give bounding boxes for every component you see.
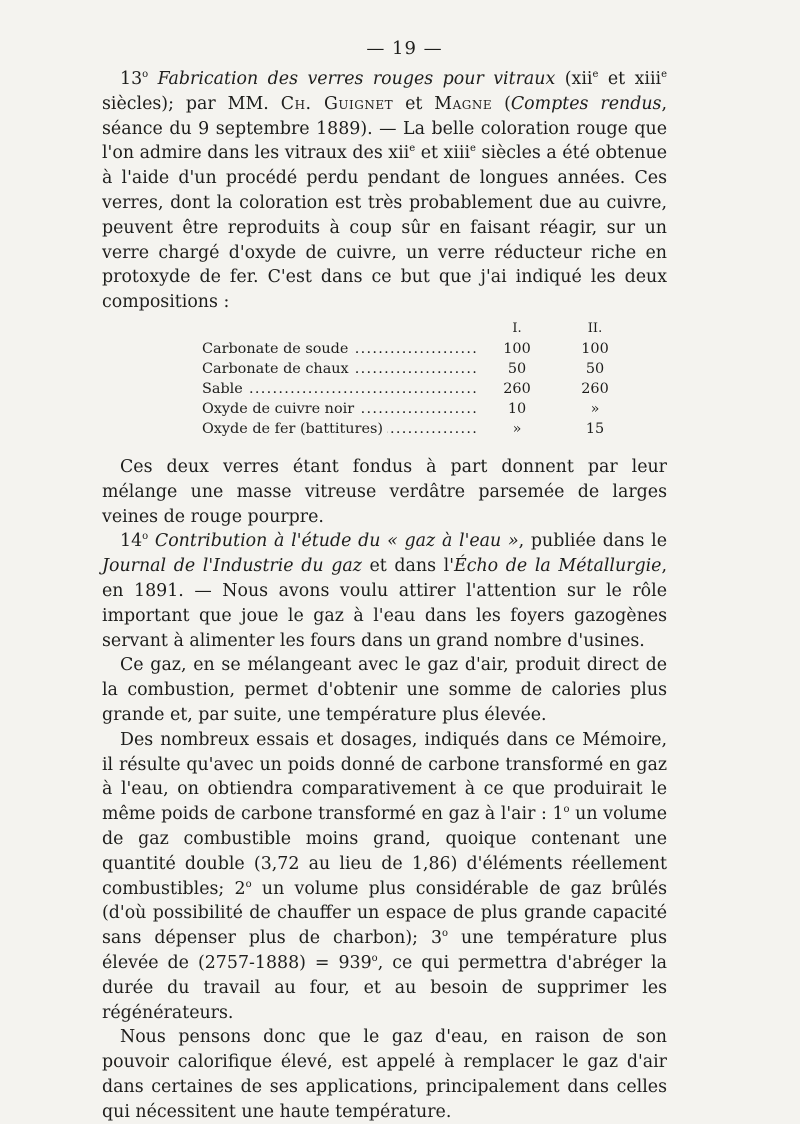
composition-table xyxy=(202,319,634,439)
row-value-2: 15 xyxy=(585,420,605,437)
after-table-paragraph: Ces deux verres étant fondus à part donnent par leur mélange une masse vitreuse verdâtre parsemée de larges veines de rouge pourpre. xyxy=(102,456,667,527)
section-14-title: Contribution à l'étude du « gaz à l'eau » xyxy=(154,531,519,552)
table-header-row xyxy=(202,319,634,339)
and-in-text: et dans l' xyxy=(361,556,455,577)
essais-part-2: un volume de gaz combustible moins grand, quoique contenant une quantité double (3,72 au lieu de 1,86) d'éléments réellement combustibles; 2 xyxy=(102,804,667,899)
row-label: Sable xyxy=(202,381,247,397)
section-14-degree: o xyxy=(142,531,149,543)
essais-part-5: , ce qui permettra d'abréger la durée du travail au four, et au besoin de supprimer les régénérateurs. xyxy=(102,952,667,1023)
section-13-degree: o xyxy=(142,69,149,81)
row-value-1: 100 xyxy=(503,340,531,357)
table-row xyxy=(202,399,634,419)
century-close: siècles); xyxy=(102,93,174,114)
gaz-paragraph: Ce gaz, en se mélangeant avec le gaz d'air, produit direct de la combustion, permet d'obtenir une somme de calories plus grande et, par suite, une température plus élevée. xyxy=(102,655,667,725)
composition-table-wrap xyxy=(102,319,667,439)
column-header-1: I. xyxy=(512,320,522,336)
row-value-2: » xyxy=(590,400,600,417)
source-comptes-rendus: Comptes rendus xyxy=(510,93,662,114)
century-mid: et xiii xyxy=(598,69,662,89)
essais-degree-3: o xyxy=(442,928,449,940)
section-13-number: 13 xyxy=(120,69,143,89)
section-13-paragraph: 13$^o$ Fabrication des verres rouges pour vitraux (xii$^e$ et xiii$^e$ siècles); par MM. Ch. Guignet et Magne (Comptes rendus, séance du 9 septembre 1889). — La belle coloration rouge que l'on admire dans les vitraux des xii$^e$ et xiii$^e$ siècles a été obtenue à l'aide d'un procédé perdu pendant de longues années. Ces verres, dont la coloration est très probablement due au cuivre, peuvent être reproduits à coup sûr en faisant réagir, sur un verre chargé d'oxyde de cuivre, un verre réducteur riche en protoxyde de fer. C'est dans ce but que j'ai indiqué les deux compositions : xyxy=(102,69,668,313)
section-14-paragraph xyxy=(102,529,667,653)
row-label: Carbonate de chaux xyxy=(202,361,353,377)
page xyxy=(102,38,667,1124)
essais-degree-1: o xyxy=(563,804,570,816)
essais-part-3: un volume plus considérable de gaz brûlés (d'où possibilité de chauffer un espace de plus grande capacité sans dépenser plus de charbon); 3 xyxy=(102,878,667,949)
conclusion-paragraph: Nous pensons donc que le gaz d'eau, en raison de son pouvoir calorifique élevé, est appelé à remplacer le gaz d'air dans certaines de ses applications, principalement dans celles qui nécessitent une haute température. xyxy=(102,1027,667,1122)
essais-paragraph xyxy=(102,728,667,1026)
section-14-body: , en 1891. — Nous avons voulu attirer l'attention sur le rôle important que joue le gaz à l'eau dans les foyers gazogènes servant à alimenter les fours dans un grand nombre d'usines. xyxy=(102,556,667,651)
century-sup-2: e xyxy=(661,69,667,81)
essais-degree-2: o xyxy=(245,878,252,890)
row-value-1: 10 xyxy=(507,400,527,417)
par-text: par MM. xyxy=(185,93,269,114)
table-row xyxy=(202,379,634,399)
row-value-2: 260 xyxy=(581,380,609,397)
page-number: — 19 — xyxy=(366,38,443,59)
section-14-number: 14 xyxy=(120,531,143,552)
section-13-title: Fabrication des verres rouges pour vitraux xyxy=(157,69,556,89)
table-row xyxy=(202,359,634,379)
row-label: Carbonate de soude xyxy=(202,341,352,357)
row-label: Oxyde de cuivre noir xyxy=(202,401,358,417)
mid-1: et xiii xyxy=(415,143,471,164)
author-magne: Magne xyxy=(434,93,493,114)
sup-e-1: e xyxy=(409,143,416,155)
row-value-1: » xyxy=(512,420,522,437)
sup-e-2: e xyxy=(470,143,476,155)
essais-part-4: une température plus élevée de (2757-1888) = 939 xyxy=(102,928,668,973)
column-header-2: II. xyxy=(587,320,603,336)
table-row xyxy=(202,419,634,439)
section-13-date: , séance du 9 septembre 1889). — La belle coloration rouge que l'on admire dans les vitraux des xii xyxy=(102,93,668,164)
section-13-body: siècles a été obtenue à l'aide d'un procédé perdu pendant de longues années. Ces verres, dont la coloration est très probablement due au cuivre, peuvent être reproduits à coup sûr en faisant réagir, sur un verre chargé d'oxyde de cuivre, un verre réducteur riche en protoxyde de fer. C'est dans ce but que j'ai indiqué les deux compositions : xyxy=(102,143,667,313)
essais-part-1: Des nombreux essais et dosages, indiqués dans ce Mémoire, il résulte qu'avec un poids donné de carbone transformé en gaz à l'eau, on obtiendra comparativement à ce que produirait le même poids de carbone transformé en gaz à l'air : 1 xyxy=(102,729,667,825)
echo-title: Écho de la Métallurgie xyxy=(454,556,662,577)
row-label: Oxyde de fer (battitures) xyxy=(202,421,387,437)
row-value-1: 50 xyxy=(507,360,527,377)
section-14-after-title: , publiée dans le xyxy=(518,531,667,552)
row-value-2: 50 xyxy=(585,360,605,377)
row-value-1: 260 xyxy=(503,380,531,397)
century-open: (xii xyxy=(564,69,593,89)
and-text: et xyxy=(405,93,423,114)
essais-degree-4: o xyxy=(371,953,378,965)
row-value-2: 100 xyxy=(581,340,609,357)
century-sup-1: e xyxy=(592,69,599,81)
table-row xyxy=(202,339,634,359)
author-guignet: Ch. Guignet xyxy=(280,93,394,114)
journal-title: Journal de l'Industrie du gaz xyxy=(102,556,362,577)
